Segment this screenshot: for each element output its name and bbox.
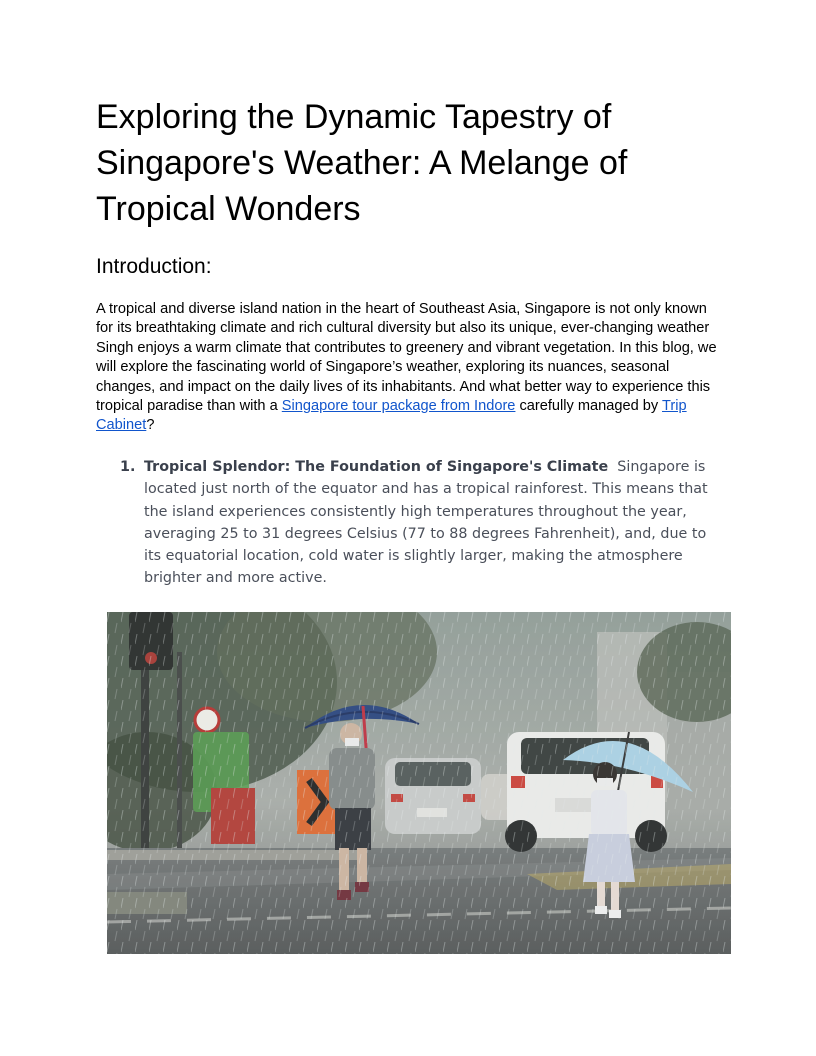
intro-paragraph [96, 300, 726, 436]
numbered-list [120, 456, 720, 590]
rain-street-photo [107, 612, 731, 954]
list-item-heading: Tropical Splendor: The Foundation of Singapore's Climate [144, 459, 609, 475]
list-item [120, 456, 720, 590]
tour-package-link[interactable]: Singapore tour package from Indore [281, 398, 516, 415]
list-item-body: Singapore is located just north of the equator and has a tropical rainforest. This means that the island experiences consistently high temperatures throughout the year, averaging 25 to 31 degrees Celsius (77 to 88 degrees Fahrenheit), and, due to its equatorial location, cold water is slightly larger, making the atmosphere brighter and more active. [144, 459, 708, 587]
list-number: 1. [120, 459, 136, 475]
section-heading: Introduction: [96, 255, 212, 278]
intro-text-2: carefully managed by [515, 398, 663, 415]
intro-text-3: ? [146, 417, 155, 434]
document-title: Exploring the Dynamic Tapestry of Singapore's Weather: A Melange of Tropical Wonders [96, 98, 628, 228]
trip-cabinet-link[interactable]: Trip Cabinet [96, 398, 687, 434]
intro-text-1: A tropical and diverse island nation in the heart of Southeast Asia, Singapore is not only known for its breathtaking climate and rich cultural diversity but also its unique, ever-changing weather Singh enjoys a warm climate that contributes to greenery and vibrant vegetation. In this blog, we will explore the fascinating world of Singapore’s weather, exploring its nuances, seasonal changes, and impact on the daily lives of its inhabitants. And what better way to experience this tropical paradise than with a [96, 301, 717, 415]
